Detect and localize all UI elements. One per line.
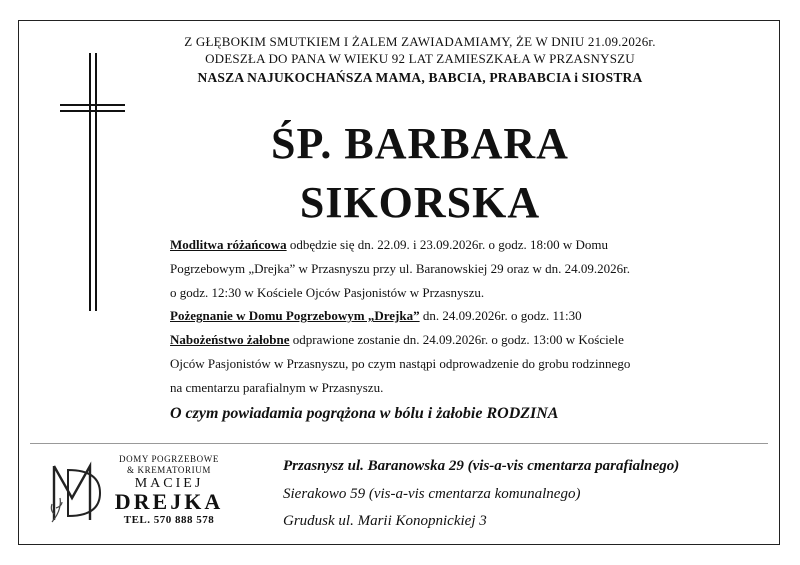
logo-tagline-2: & KREMATORIUM [127, 465, 211, 475]
farewell-text: dn. 24.09.2026r. o godz. 11:30 [419, 308, 582, 324]
address-2: Sierakowo 59 (vis-a-vis cmentarza komunalnego) [283, 486, 581, 502]
rosary-label: Modlitwa różańcowa [170, 237, 287, 252]
rosary-line-1 [170, 233, 710, 257]
divider [30, 443, 768, 444]
rosary-line-2: Pogrzebowym „Drejka” w Przasnyszu przy ul. Baranowskiej 29 oraz w dn. 24.09.2026r. [170, 260, 630, 276]
closing-statement: O czym powiadamia pogrążona w bólu i żałobie RODZINA [170, 405, 559, 422]
funeral-home-logo [40, 452, 230, 534]
intro-line-3: NASZA NAJUKOCHAŃSZA MAMA, BABCIA, PRABABCIA i SIOSTRA [197, 70, 643, 85]
intro-line-1: Z GŁĘBOKIM SMUTKIEM I ŻALEM ZAWIADAMIAMY, ŻE W DNIU 21.09.2026r. [184, 34, 656, 49]
logo-tagline-1: DOMY POGRZEBOWE [119, 454, 219, 464]
address-3: Grudusk ul. Marii Konopnickiej 3 [283, 513, 487, 529]
farewell-line [170, 304, 710, 328]
mass-line-3: na cmentarzu parafialnym w Przasnyszu. [170, 379, 384, 395]
monogram-icon [48, 458, 104, 528]
rosary-text-1: odbędzie się dn. 22.09. i 23.09.2026r. o godz. 18:00 w Domu [286, 237, 608, 252]
mass-text-1: odprawione zostanie dn. 24.09.2026r. o godz. 13:00 w Kościele [289, 332, 624, 348]
mass-line-2: Ojców Pasjonistów w Przasnyszu, po czym nastąpi odprowadzenie do grobu rodzinnego [170, 355, 631, 371]
rosary-line-3: o godz. 12:30 w Kościele Ojców Pasjonistów w Przasnyszu. [170, 284, 485, 300]
address-1: Przasnysz ul. Baranowska 29 (vis-a-vis cmentarza parafialnego) [283, 458, 680, 474]
mass-label: Nabożeństwo żałobne [170, 332, 290, 348]
intro-line-2: ODESZŁA DO PANA W WIEKU 92 LAT ZAMIESZKAŁA W PRZASNYSZU [205, 51, 635, 66]
ceremony-details [170, 233, 710, 400]
logo-first-name: MACIEJ [134, 476, 204, 491]
logo-last-name: DREJKA [114, 489, 224, 514]
deceased-name-line-1: ŚP. BARBARA [271, 119, 569, 168]
logo-tagline [110, 454, 228, 476]
mass-line-1 [170, 328, 710, 352]
logo-phone: TEL. 570 888 578 [123, 514, 215, 526]
farewell-label: Pożegnanie w Domu Pogrzebowym „Drejka” [170, 308, 420, 324]
deceased-name-line-2: SIKORSKA [299, 178, 541, 227]
